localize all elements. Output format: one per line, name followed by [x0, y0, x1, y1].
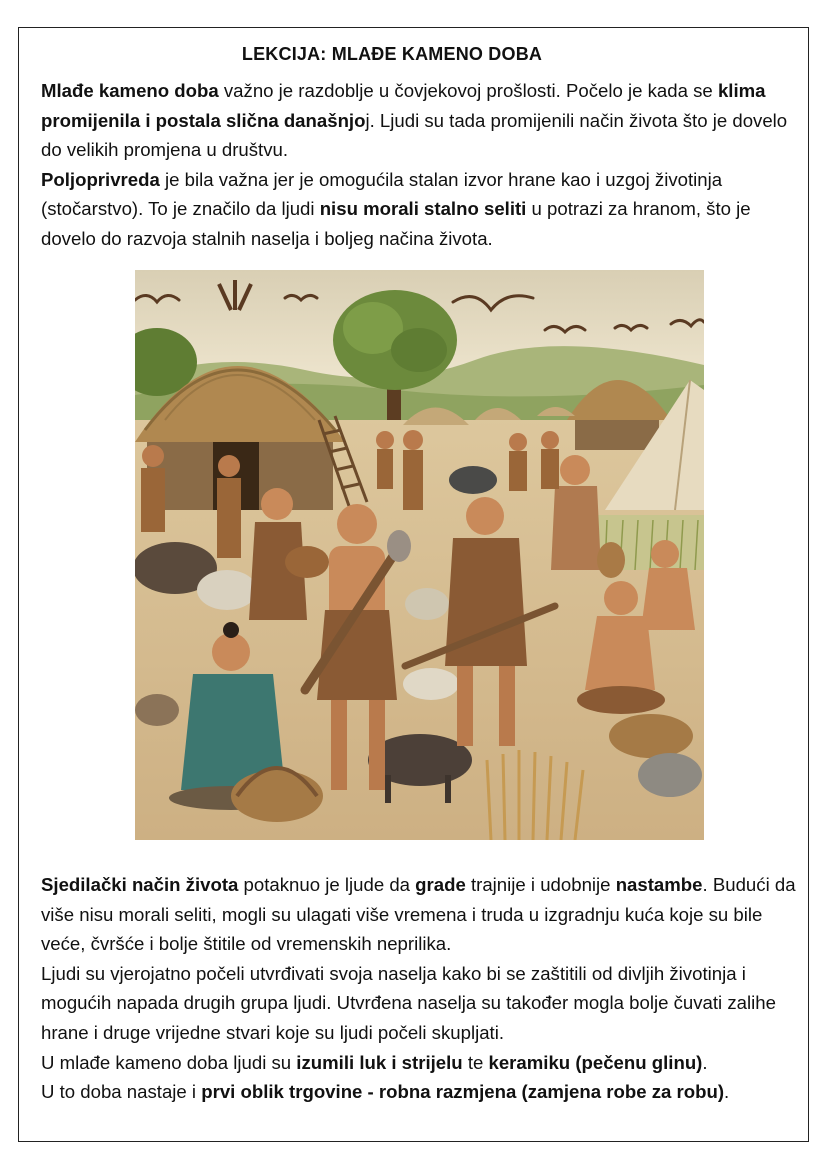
bold-term: nastambe	[615, 874, 703, 895]
text-run: u potrazi za hranom, što je dovelo do razvoja stalnih naselja i boljeg načina života.	[41, 198, 751, 249]
text-run: j. Ljudi su tada promijenili način života što je dovelo do velikih promjena u društvu.	[41, 109, 788, 161]
text-run: trajnije i udobnije	[465, 874, 616, 895]
text-run: U to doba nastaje i	[41, 1081, 202, 1103]
intro-paragraph	[41, 76, 801, 254]
text-run: . Budući da više nisu morali seliti, mogli su ulagati više vremena i truda u izgradnju kuća koje su bile veće, čvršće i bolje štitile od vremenskih neprilika.	[41, 874, 796, 955]
bold-term: izumili luk i strijelu	[296, 1051, 463, 1073]
bold-term: grade	[415, 874, 466, 895]
body-paragraph	[41, 870, 801, 1107]
text-run: .	[702, 1051, 708, 1073]
bold-term: Poljoprivreda	[41, 168, 160, 190]
lesson-title: LEKCIJA: MLAĐE KAMENO DOBA	[241, 44, 543, 64]
bold-term: keramiku (pečenu glinu)	[488, 1051, 703, 1073]
text-run: Ljudi su vjerojatno počeli utvrđivati svoja naselja kako bi se zaštitili od divljih životinja i mogućih napada drugih grupa ljudi. Utvrđena naselja su također mogla bolje čuvati zalihe hrane i druge vrijedne stvari koje su ljudi počeli skupljati.	[41, 962, 776, 1043]
text-run: te	[462, 1051, 489, 1073]
text-run: .	[724, 1081, 730, 1103]
text-run: važno je razdoblje u čovjekovoj prošlosti. Počelo je kada se	[218, 80, 718, 101]
text-run: je bila važna jer je omogućila stalan izvor hrane kao i uzgoj životinja (stočarstvo). To je značilo da ljudi	[41, 168, 723, 220]
bold-term: Sjedilački način života	[41, 874, 239, 895]
bold-term: klima promijenila i postala slična današnjo	[41, 80, 766, 131]
bold-term: nisu morali stalno seliti	[319, 198, 527, 220]
text-run: U mlađe kameno doba ljudi su	[41, 1051, 297, 1073]
text-run: potaknuo je ljude da	[238, 874, 416, 895]
neolithic-village-illustration	[135, 270, 704, 840]
bold-term: Mlađe kameno doba	[41, 80, 219, 101]
bold-term: prvi oblik trgovine - robna razmjena (zamjena robe za robu)	[201, 1081, 725, 1103]
